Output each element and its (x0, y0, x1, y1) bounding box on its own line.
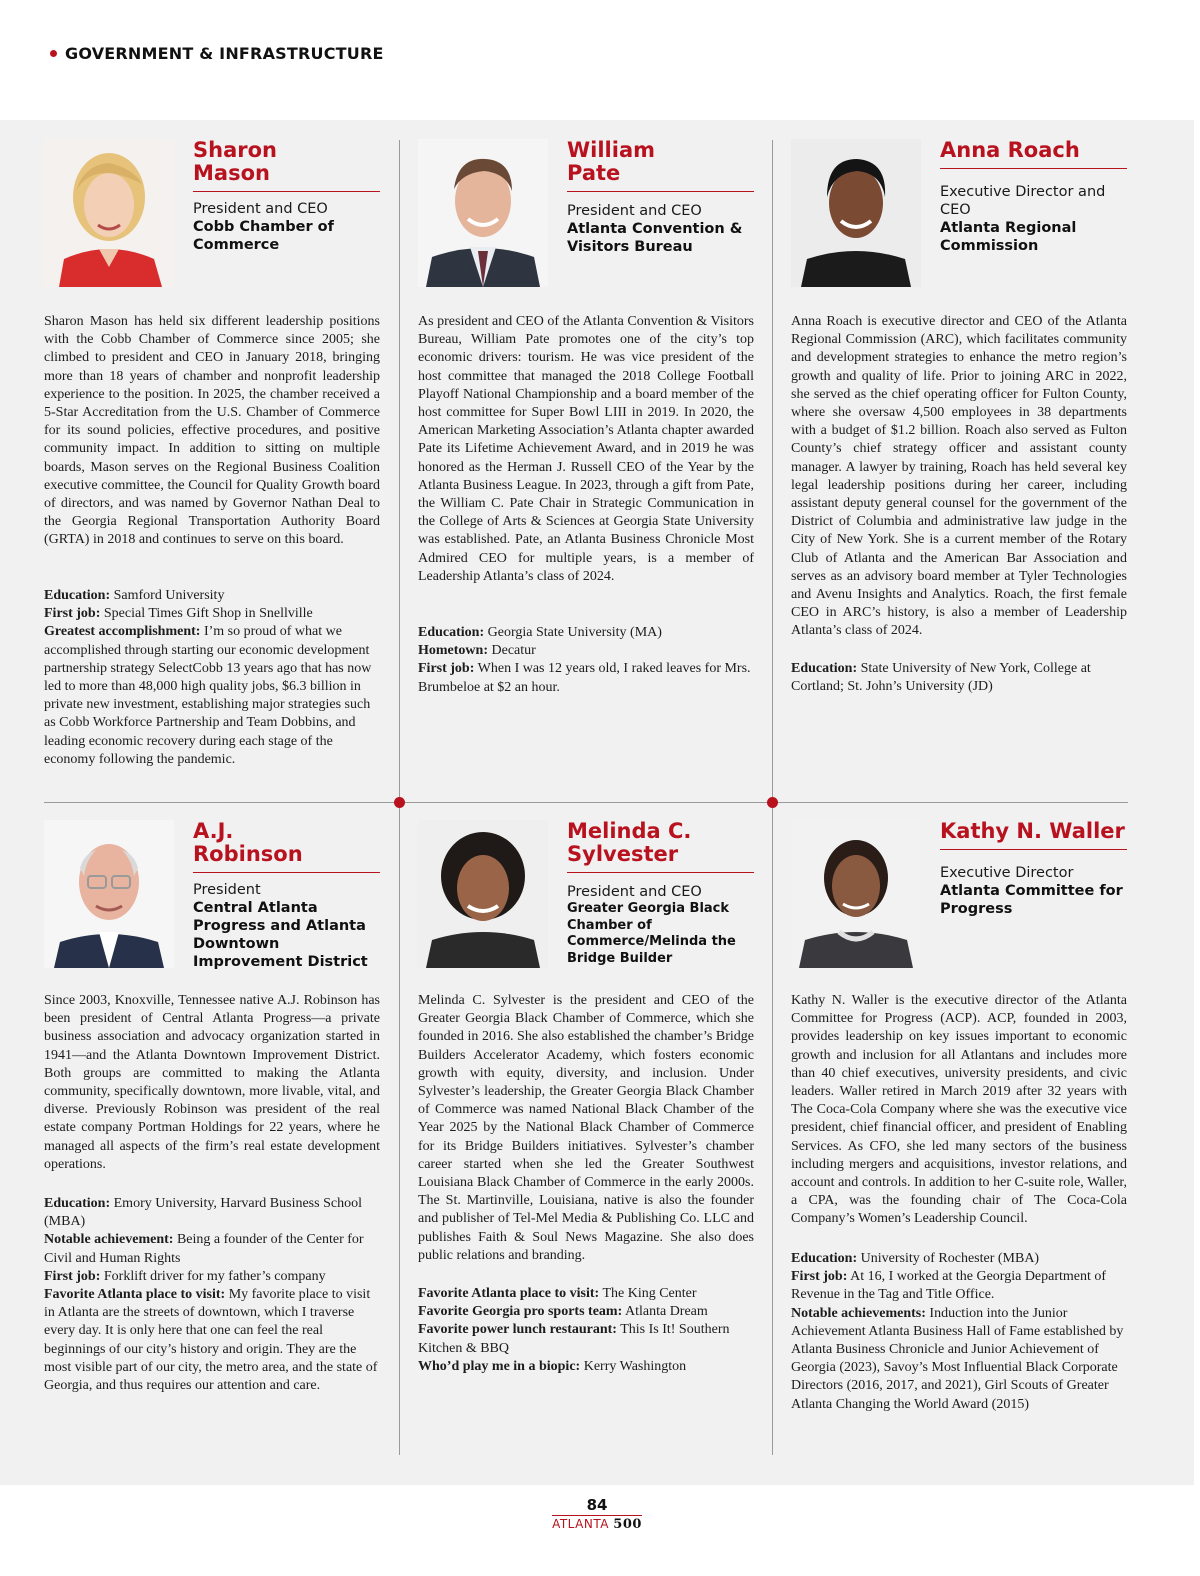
organization-name: Cobb Chamber of Commerce (193, 219, 334, 253)
profile-heading (567, 139, 754, 256)
person-name: Anna Roach (940, 139, 1127, 169)
facts-list (418, 1285, 754, 1376)
job-title: President and CEO (193, 201, 328, 217)
profile-heading (193, 820, 380, 971)
fact-item: Favorite Atlanta place to visit: The King Center (418, 1286, 697, 1301)
section-title: GOVERNMENT & INFRASTRUCTURE (65, 44, 384, 63)
fact-item: Who’d play me in a biopic: Kerry Washington (418, 1358, 687, 1374)
profile-heading (940, 820, 1127, 918)
section-header (50, 44, 384, 63)
job-title: President (193, 882, 261, 898)
job-title: Executive Director (940, 865, 1074, 881)
portrait-photo (791, 139, 921, 287)
profile-heading (940, 139, 1127, 255)
portrait-photo (418, 139, 548, 287)
fact-item: Notable achievements: Induction into the Junior Achievement Atlanta Business Hall of Fame established by Atlanta Business Chronicle and Junior Achievement of Georgia (2023), Savoy’s Most Influential Black Corporate Directors (2016, 2017, and 2021), Girl Scouts of Greater Atlanta Changing the World Award (2015) (791, 1305, 1124, 1412)
biography-text: Sharon Mason has held six different leadership positions with the Cobb Chamber of Commerce since 2005; she climbed to president and CEO in January 2018, bringing more than 18 years of chamber and nonprofit leadership experience to the position. In 2025, the chamber received a 5-Star Accreditation from the U.S. Chamber of Commerce for its sound policies, effective procedures, and positive community impact. In addition to sitting on multiple boards, Mason serves on the Regional Business Coalition executive committee, the Council for Quality Growth board of directors, and was named by Governor Nathan Deal to the Georgia Regional Transportation Authority Board (GRTA) in 2018 and continues to serve on this board. (44, 314, 380, 548)
facts-list (418, 624, 754, 697)
fact-item: Hometown: Decatur (418, 643, 536, 659)
organization-name: Atlanta Regional Commission (940, 220, 1077, 254)
portrait-photo (44, 139, 174, 287)
fact-item: Favorite Atlanta place to visit: My favorite place to visit in Atlanta are the streets of downtown, which I traverse every day. It is only here that one can feel the real beginnings of our city’s history and origin. They are the most visible part of our city, the metro area, and the state of Georgia, and thus requires our attention and care. (44, 1287, 378, 1394)
person-name: A.J. Robinson (193, 820, 380, 873)
fact-item: Education: State University of New York, College at Cortland; St. John’s University (JD) (791, 661, 1091, 695)
fact-item: Favorite Georgia pro sports team: Atlanta Dream (418, 1304, 708, 1320)
publication-brand: ATLANTA 500 (552, 1517, 642, 1532)
person-name: Sharon Mason (193, 139, 380, 192)
portrait-photo (791, 820, 921, 968)
portrait-photo (418, 820, 548, 968)
page-number: 84 (586, 1496, 608, 1514)
person-name: Kathy N. Waller (940, 820, 1127, 850)
fact-item: Favorite power lunch restaurant: This Is It! Southern Kitchen & BBQ (418, 1322, 730, 1356)
fact-item: Education: Georgia State University (MA) (418, 625, 662, 640)
facts-list (791, 1250, 1127, 1414)
job-title: President and CEO (567, 203, 702, 219)
bullet-dot-icon (50, 50, 57, 57)
fact-item: Education: University of Rochester (MBA) (791, 1251, 1040, 1266)
biography-text: Since 2003, Knoxville, Tennessee native A.J. Robinson has been president of Central Atlanta Progress—a private business association and advocacy organization started in 1941—and the Atlanta Downtown Improvement District. Both groups are committed to making the Atlanta community, specifically downtown, more livable, vital, and diverse. Previously Robinson was president of the real estate company Portman Holdings for 22 years, where he managed all aspects of the firm’s real estate development operations. (44, 993, 380, 1172)
organization-name: Greater Georgia Black Chamber of Commerce/Melinda the Bridge Builder (567, 901, 736, 966)
job-title: President and CEO (567, 884, 702, 900)
fact-item: Notable achievement: Being a founder of the Center for Civil and Human Rights (44, 1232, 364, 1266)
fact-item: Greatest accomplishment: I’m so proud of what we accomplished through starting our economic development partnership strategy SelectCobb 13 years ago that has now led to more than 48,000 high quality jobs, $6.3 billion in private new investment, establishing major strategies such as Cobb Workforce Partnership and Team Dobbins, and leading economic recovery during each stage of the economy following the pandemic. (44, 624, 372, 767)
organization-name: Atlanta Convention & Visitors Bureau (567, 221, 743, 255)
organization-name: Atlanta Committee for Progress (940, 883, 1123, 917)
row-divider (44, 802, 1128, 803)
facts-list (44, 1195, 380, 1395)
fact-item: First job: At 16, I worked at the Georgia Department of Revenue in the Tag and Title Office. (791, 1269, 1107, 1303)
profile-heading (193, 139, 380, 254)
facts-list (791, 660, 1127, 696)
fact-item: First job: Special Times Gift Shop in Snellville (44, 606, 313, 622)
portrait-photo (44, 820, 174, 968)
junction-dot-icon (767, 797, 778, 808)
page-footer (0, 1496, 1194, 1533)
biography-text: Melinda C. Sylvester is the president and CEO of the Greater Georgia Black Chamber of Commerce, which she founded in 2016. She also established the chamber’s Bridge Builders Accelerator Academy, which fosters economic growth with equity, diversity, and inclusion. Under Sylvester’s leadership, the Greater Georgia Black Chamber of Commerce was named National Black Chamber of the Year 2025 by the National Black Chamber of Commerce for its Bridge Builders initiatives. Sylvester’s chamber career started when she led the Greater Southwest Louisiana Black Chamber of Commerce in the early 2000s. The St. Martinville, Louisiana, native is also the founder and publisher of Tel-Mel Media & Publishing Co. LLC and publishes Faith & Soul News Magazine. She also does public relations and branding. (418, 993, 754, 1263)
job-title: Executive Director and CEO (940, 184, 1106, 218)
biography-text: Anna Roach is executive director and CEO of the Atlanta Regional Commission (ARC), which facilitates community and development strategies to enhance the metro region’s growth and quality of life. Prior to joining ARC in 2022, she served as the chief operating officer for Fulton County, where she oversaw 4,500 employees in 38 departments with a budget of $1.2 billion. Roach also served as Fulton County’s chief strategy officer and assistant county manager. A lawyer by training, Roach has held several key legal leadership positions during her career, including assistant deputy general counsel for the government of the District of Columbia and administrative law judge in the City of New York. She is a current member of the Rotary Club of Atlanta and the American Bar Association and serves as an advisory board member at Tyler Technologies and Avenu Insights and Analytics. Roach, the first female CEO in ARC’s history, is also a member of Leadership Atlanta’s class of 2024. (791, 314, 1127, 639)
fact-item: First job: Forklift driver for my father’s company (44, 1268, 326, 1284)
person-name: William Pate (567, 139, 754, 192)
fact-item: Education: Samford University (44, 588, 225, 603)
profiles-panel (0, 120, 1194, 1485)
junction-dot-icon (394, 797, 405, 808)
fact-item: Education: Emory University, Harvard Business School (MBA) (44, 1196, 362, 1230)
facts-list (44, 587, 380, 769)
fact-item: First job: When I was 12 years old, I raked leaves for Mrs. Brumbeloe at $2 an hour. (418, 661, 751, 695)
profile-heading (567, 820, 754, 967)
biography-text: As president and CEO of the Atlanta Convention & Visitors Bureau, William Pate promotes one of the city’s top economic drivers: tourism. He was vice president of the host committee that managed the 2018 College Football Playoff National Championship and a board member of the host committee for Super Bowl LIII in 2019. In 2020, the American Marketing Association’s Atlanta chapter awarded Pate its Lifetime Achievement Award, and in 2019 he was honored as the Herman J. Russell CEO of the Year by the Atlanta Business League. In 2023, through a gift from Pate, the William C. Pate Chair in Strategic Communication in the College of Arts & Sciences at Georgia State University was established. Pate, an Atlanta Business Chronicle Most Admired CEO for multiple years, is a member of Leadership Atlanta’s class of 2024. (418, 314, 754, 584)
organization-name: Central Atlanta Progress and Atlanta Downtown Improvement District (193, 900, 368, 970)
person-name: Melinda C. Sylvester (567, 820, 754, 873)
biography-text: Kathy N. Waller is the executive director of the Atlanta Committee for Progress (ACP). ACP, founded in 2003, provides leadership on key issues important to economic growth and inclusion for all Atlantans and includes more than 40 chief executives, university presidents, and civic leaders. Waller retired in March 2019 after 32 years with The Coca-Cola Company where she was the executive vice president, chief financial officer, and president of Enabling Services. As CFO, she led many sectors of the business including mergers and acquisitions, investor relations, and account and controls. In addition to her C-suite role, Waller, a CPA, was the founding chair of The Coca-Cola Company’s Women’s Leadership Council. (791, 993, 1127, 1227)
